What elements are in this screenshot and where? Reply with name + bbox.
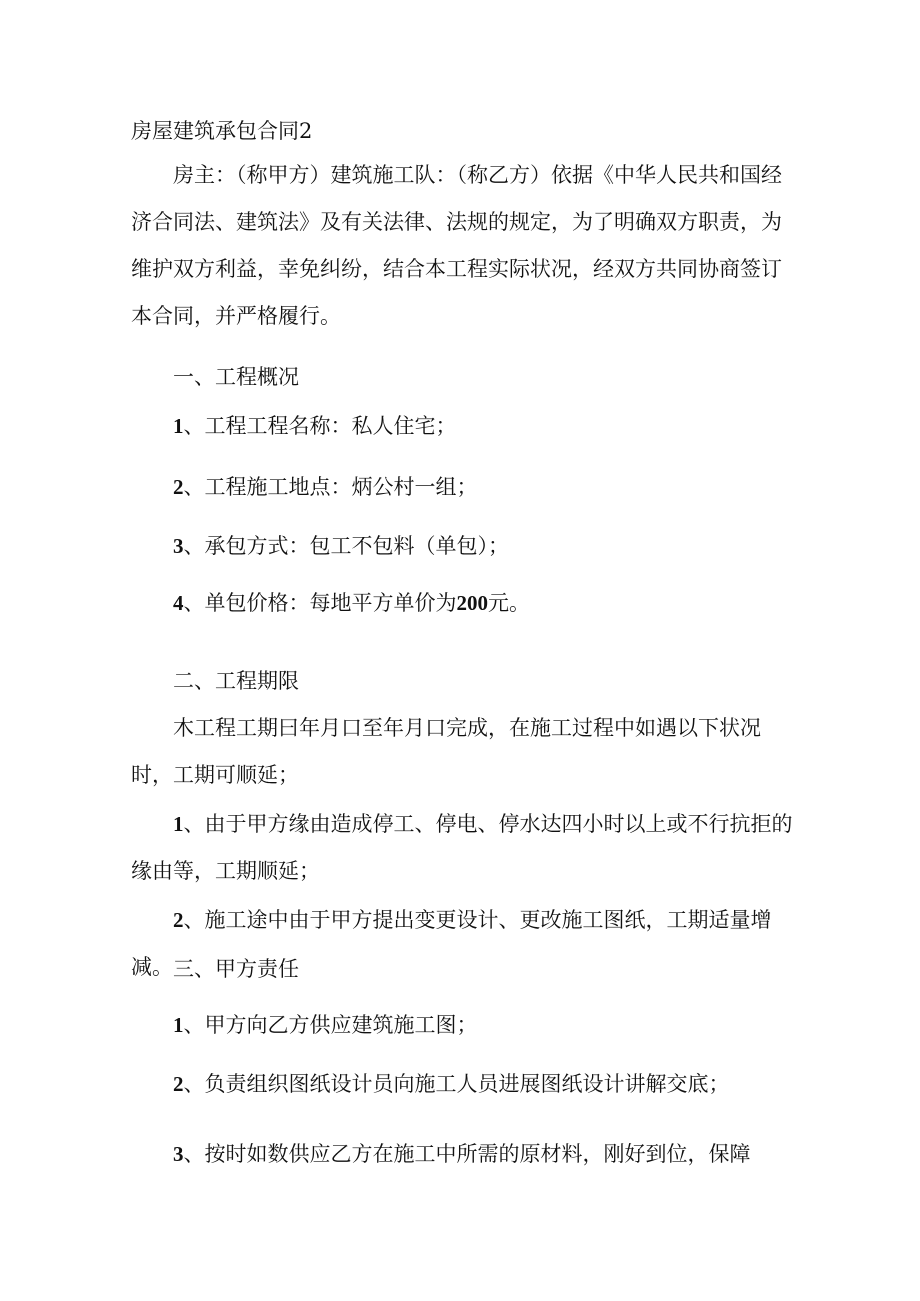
section-3-heading: 三、甲方责任 — [173, 957, 299, 981]
section-1-heading: 一、工程概况 — [173, 365, 299, 389]
item-number: 3 — [173, 534, 184, 558]
section-3-item-1 — [131, 1002, 796, 1049]
unit-price-amount: 200 — [456, 591, 488, 615]
document-title: 房屋建筑承包合同2 — [131, 119, 313, 143]
item-text: 、按时如数供应乙方在施工中所需的原材料，刚好到位，保障 — [183, 1142, 751, 1166]
item-text: 、负责组织图纸设计员向施工人员进展图纸设计讲解交底； — [183, 1072, 730, 1096]
section-2-item-1 — [131, 801, 796, 895]
item-number: 1 — [173, 1013, 184, 1037]
item-number: 4 — [173, 591, 184, 615]
section-1-item-1 — [131, 403, 796, 450]
item-number: 2 — [173, 908, 184, 932]
section-2-heading: 二、工程期限 — [173, 669, 299, 693]
item-number: 3 — [173, 1142, 184, 1166]
section-3-item-2 — [131, 1061, 796, 1108]
item-text: 、甲方向乙方供应建筑施工图； — [183, 1013, 478, 1037]
item-number: 2 — [173, 475, 184, 499]
item-text: 、施工途中由于甲方提出变更设计、更改施工图纸，工期适量增减。 — [131, 908, 772, 979]
item-text: 、工程施工地点：炳公村一组； — [183, 475, 478, 499]
section-2-body: 木工程工期曰年月口至年月口完成，在施工过程中如遇以下状况时，工期可顺延； — [131, 716, 761, 787]
item-text: 、工程工程名称：私人住宅； — [183, 414, 457, 438]
item-number: 1 — [173, 414, 184, 438]
section-3-item-3 — [131, 1131, 796, 1178]
item-number: 1 — [173, 812, 184, 836]
section-1-item-4 — [131, 580, 796, 627]
item-text: 、承包方式：包工不包料（单包）； — [183, 534, 509, 558]
intro-paragraph: 房主：（称甲方）建筑施工队：（称乙方）依据《中华人民共和国经济合同法、建筑法》及有关法律、法规的规定，为了明确双方职责，为维护双方利益，幸免纠纷，结合本工程实际状况，经双方共同协商签订本合同，并严格履行。 — [131, 163, 782, 328]
section-1-item-3 — [131, 523, 796, 570]
item-number: 2 — [173, 1072, 184, 1096]
section-1-item-2 — [131, 464, 796, 511]
item-suffix: 元。 — [488, 591, 530, 615]
item-text: 、由于甲方缘由造成停工、停电、停水达四小时以上或不行抗拒的缘由等，工期顺延； — [131, 812, 793, 883]
item-text: 、单包价格：每地平方单价为 — [183, 591, 457, 615]
